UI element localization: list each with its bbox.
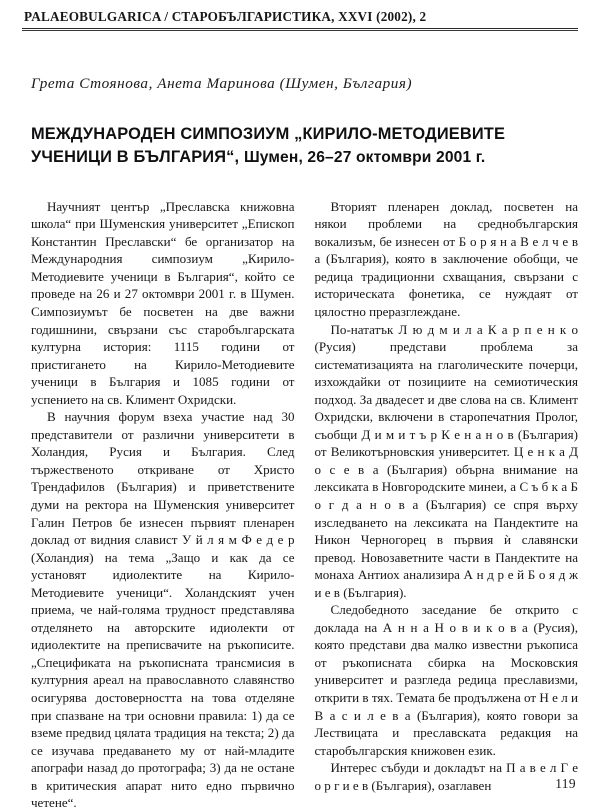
paragraph: Следобедното заседание бе открито с доклада на А н н а Н о в и к о в а (Русия), която представи два малко известни ръкописа от ръкописната сбирка на Московския университет и разгледа редица преславизми, открити в тях. Темата бе продължена от Н е л и В а с и л е в а (България), която говори за Лествицата и преславската редакция на старобългарския книжовен език.	[314, 602, 578, 758]
article-title-line-2-main: УЧЕНИЦИ В БЪЛГАРИЯ“,	[31, 148, 240, 167]
authors-line: Грета Стоянова, Анета Маринова (Шумен, България)	[31, 75, 413, 93]
article-title	[22, 123, 578, 170]
article-title-line-2	[31, 146, 578, 169]
article-title-subtitle: Шумен, 26–27 октомври 2001 г.	[243, 149, 486, 167]
header-rule	[22, 28, 578, 32]
paragraph: Интерес събуди и докладът на П а в е л Г е о р г и е в (България), озаглавен	[314, 760, 578, 793]
article-title-line-1: МЕЖДУНАРОДЕН СИМПОЗИУМ „КИРИЛО-МЕТОДИЕВИТЕ	[31, 125, 506, 144]
paragraph: Вторият пленарен доклад, посветен на някои проблеми на среднобългарския вокализъм, бе изнесен от Б о р я н а В е л ч е в а (България), която в заключение обобщи, че редица традиционни схващания, свързани с историческата фонетика, се нуждаят от цялостно преразглеждане.	[314, 198, 578, 319]
paragraph: Научният център „Преславска книжовна школа“ при Шуменския университет „Епископ Константин Преславски“ бе организатор на Международния симпозиум „Кирило-Методиевите ученици в България“, който се проведе на 26 и 27 октомври 2001 г. в Шумен. Симпозиумът бе посветен на две важни годишнини, свързани със старобългарската културна история: 1115 години от пристигането на Кирило-Методиевите ученици в България и 1085 години от успението на св. Климент Охридски.	[31, 198, 295, 407]
body-columns	[22, 198, 578, 812]
paragraph: В научния форум взеха участие над 30 представители от различни университети в Холандия, Русия и България. След тържественото откриване от Христо Трендафилов (България) и приветствените думи на ректора на Шуменския университет Галин Петров бе изнесен първият пленарен доклад от видния славист У й л я м Ф е д е р (Холандия) на тема „Защо и как да се установят идиолектите на Кирило-Методиевите ученици“. Холандският учен приема, че най-голяма трудност представлява отделянето на авторските идиолекти от идиолектите на преписвачите на ръкописите. „Спецификата на ръкописната трансмисия в културния ареал на православното славянство осигурява достоверността на това отделяне при спазване на три основни правила: 1) да се вземе предвид цялата традиция на текста; 2) да се изучава предаването му от най-младите апографи назад до протографа; 3) да не остане в критическия апарат нито едно първично четене“.	[31, 409, 295, 811]
column-right	[315, 198, 579, 812]
running-head: PALAEOBULGARICA / СТАРОБЪЛГАРИСТИКА, XXVI (2002), 2	[24, 9, 427, 24]
column-left	[31, 198, 295, 812]
paragraph: По-нататък Л ю д м и л а К а р п е н к о (Русия) представи проблема за систематизацията на глаголическите почерци, изхождайки от позициите на семиотическия подход. За двадесет и две слова на св. Климент Охридски, включени в старопечатния Пролог, съобщи Д и м и т ъ р К е н а н о в (България) от Великотърновския университет. Ц е н к а Д о с е в а (България) обърна внимание на лексиката в Новгородските минеи, а С ъ б к а Б о г д а н о в а (България) се спря върху изследването на лексиката на Пандектите на Никон Черногорец в първия ѝ славянски превод. Новозаветните части в Пандектите на монаха Антиох анализира А н д р е й Б о я д ж и е в (България).	[314, 321, 578, 600]
page-number: 119	[555, 776, 576, 791]
